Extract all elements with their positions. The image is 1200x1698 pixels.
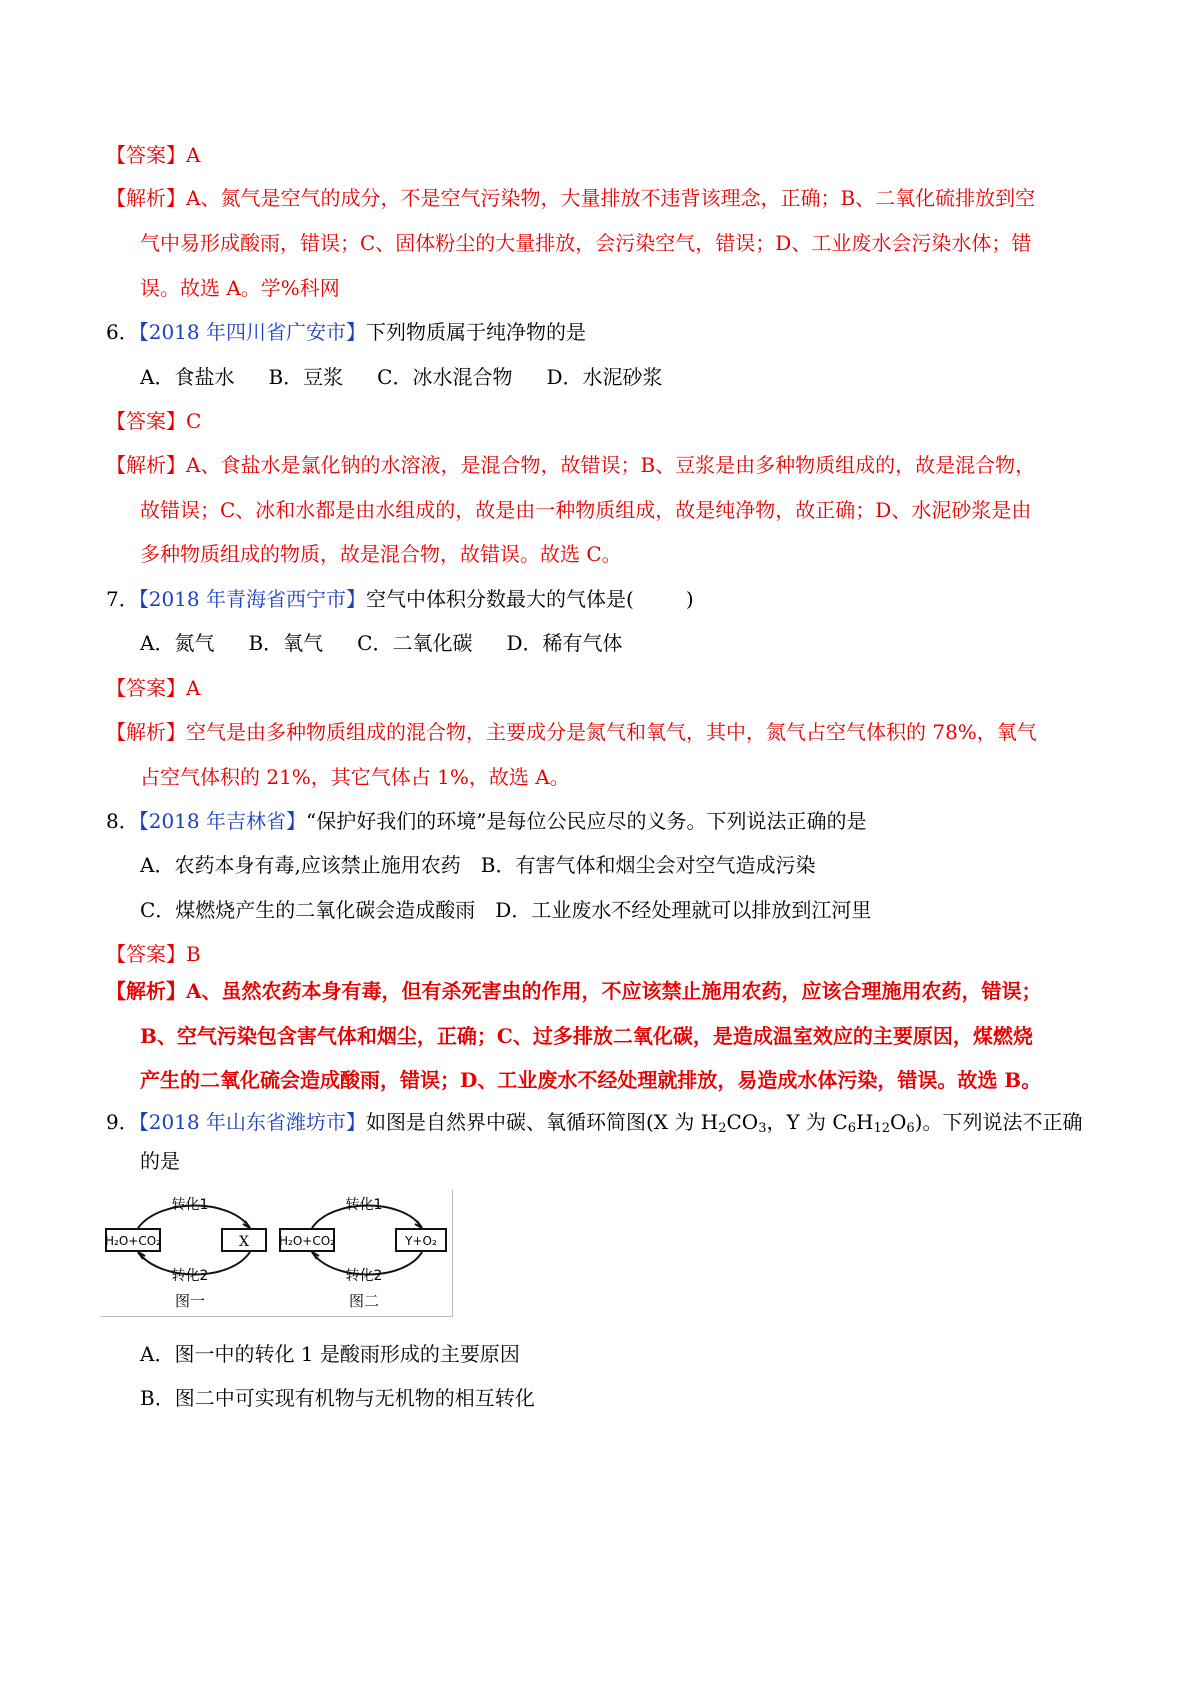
question-text: 空气中体积分数最大的气体是( (366, 587, 634, 611)
q8-analysis-line-3: 产生的二氧化硫会造成酸雨，错误；D、工业废水不经处理就排放，易造成水体污染，错误。故选 B。 (140, 1068, 1042, 1092)
q6-analysis-line-2: 故错误；C、冰和水都是由水组成的，故是由一种物质组成，故是纯净物，故正确；D、水泥砂浆是由 (140, 498, 1032, 522)
answer-tag: 【答案】 (106, 676, 186, 700)
question-text: 下列物质属于纯净物的是 (366, 320, 586, 344)
q7-stem (106, 587, 694, 611)
answer-value: B (186, 942, 201, 966)
question-number: 6． (106, 320, 139, 344)
question-text-end: ) (685, 587, 694, 611)
answer-value: A (186, 143, 201, 167)
answer-tag: 【答案】 (106, 942, 186, 966)
q8-analysis-line-1: 【解析】A、虽然农药本身有毒，但有杀死害虫的作用，不应该禁止施用农药，应该合理施用农药，错误； (106, 979, 1042, 1003)
cycle-diagram-svg (100, 1190, 452, 1316)
question-text: “保护好我们的环境”是每位公民应尽的义务。下列说法正确的是 (306, 809, 867, 833)
figure-two (279, 1197, 446, 1310)
option-a: A．食盐水 (140, 365, 235, 389)
q5-analysis-line-2: 气中易形成酸雨，错误；C、固体粉尘的大量排放，会污染空气，错误；D、工业废水会污染水体；错 (140, 231, 1032, 255)
q9-stem-line-2: 的是 (140, 1149, 180, 1173)
analysis-tag: 【解析】 (106, 453, 186, 477)
question-source: 【2018 年吉林省】 (138, 809, 306, 833)
option-c: C．冰水混合物 (377, 365, 513, 389)
answer-value: A (186, 676, 201, 700)
fig1-bottom-label: 转化2 (171, 1268, 209, 1284)
q9-option-b: B．图二中可实现有机物与无机物的相互转化 (140, 1386, 535, 1410)
carbon-oxygen-cycle-diagram (100, 1190, 453, 1317)
option-c: C．二氧化碳 (357, 631, 473, 655)
question-source: 【2018 年山东省潍坊市】 (138, 1110, 366, 1134)
q5-analysis-line-1: 【解析】A、氮气是空气的成分，不是空气污染物，大量排放不违背该理念，正确；B、二氧化硫排放到空 (106, 186, 1036, 210)
fig2-left-label: H₂O+CO₂ (279, 1234, 335, 1248)
q8-stem (106, 809, 866, 833)
fig2-right-label: Y+O₂ (405, 1234, 437, 1248)
q8-options-line-2: C．煤燃烧产生的二氧化碳会造成酸雨 D．工业废水不经处理就可以排放到江河里 (140, 898, 872, 922)
fig1-right-label: X (239, 1234, 249, 1250)
q7-answer (106, 676, 200, 700)
fig1-left-label: H₂O+CO₂ (105, 1234, 161, 1248)
q6-analysis-line-1: 【解析】A、食盐水是氯化钠的水溶液，是混合物，故错误；B、豆浆是由多种物质组成的，故是混合物， (106, 453, 1036, 477)
fig2-top-label: 转化1 (345, 1197, 383, 1213)
option-b: B．氧气 (248, 631, 324, 655)
question-number: 7． (106, 587, 139, 611)
question-number: 8． (106, 809, 139, 833)
fig2-caption: 图二 (348, 1292, 380, 1310)
fig1-caption: 图一 (174, 1292, 206, 1310)
analysis-tag: 【解析】 (106, 979, 186, 1003)
q7-analysis-line-1: 【解析】空气是由多种物质组成的混合物，主要成分是氮气和氧气，其中，氮气占空气体积的 78%，氧气 (106, 720, 1037, 744)
q9-stem: 9．【2018 年山东省潍坊市】如图是自然界中碳、氧循环简图(X 为 $H_2CO_3$，Y 为 $C_6H_{12}O_6$)。下列说法不正确 (106, 1110, 1083, 1136)
fig1-top-label: 转化1 (171, 1197, 209, 1213)
q7-options (140, 631, 657, 655)
answer-tag: 【答案】 (106, 409, 186, 433)
fig2-bottom-label: 转化2 (345, 1268, 383, 1284)
answer-tag: 【答案】 (106, 143, 186, 167)
q8-analysis-line-2: B、空气污染包含害气体和烟尘，正确；C、过多排放二氧化碳，是造成温室效应的主要原因，煤燃烧 (140, 1024, 1033, 1048)
question-source: 【2018 年青海省西宁市】 (138, 587, 366, 611)
option-b: B．豆浆 (268, 365, 344, 389)
analysis-tag: 【解析】 (106, 720, 186, 744)
option-d: D．水泥砂浆 (546, 365, 663, 389)
q9-option-a: A．图一中的转化 1 是酸雨形成的主要原因 (140, 1342, 520, 1366)
analysis-tag: 【解析】 (106, 186, 186, 210)
option-d: D．稀有气体 (506, 631, 623, 655)
q8-answer (106, 942, 201, 966)
question-number: 9． (106, 1110, 139, 1134)
answer-value: C (186, 409, 202, 433)
q5-analysis-line-3: 误。故选 A。学%科网 (140, 276, 340, 300)
q6-analysis-line-3: 多种物质组成的物质，故是混合物，故错误。故选 C。 (140, 542, 622, 566)
q6-stem (106, 320, 586, 344)
q8-options-line-1: A．农药本身有毒,应该禁止施用农药 B．有害气体和烟尘会对空气造成污染 (140, 853, 816, 877)
figure-one (105, 1197, 266, 1310)
q5-answer (106, 143, 200, 167)
question-source: 【2018 年四川省广安市】 (138, 320, 366, 344)
q6-answer (106, 409, 201, 433)
q6-options (140, 365, 697, 389)
option-a: A．氮气 (140, 631, 215, 655)
q7-analysis-line-2: 占空气体积的 21%，其它气体占 1%，故选 A。 (140, 765, 570, 789)
